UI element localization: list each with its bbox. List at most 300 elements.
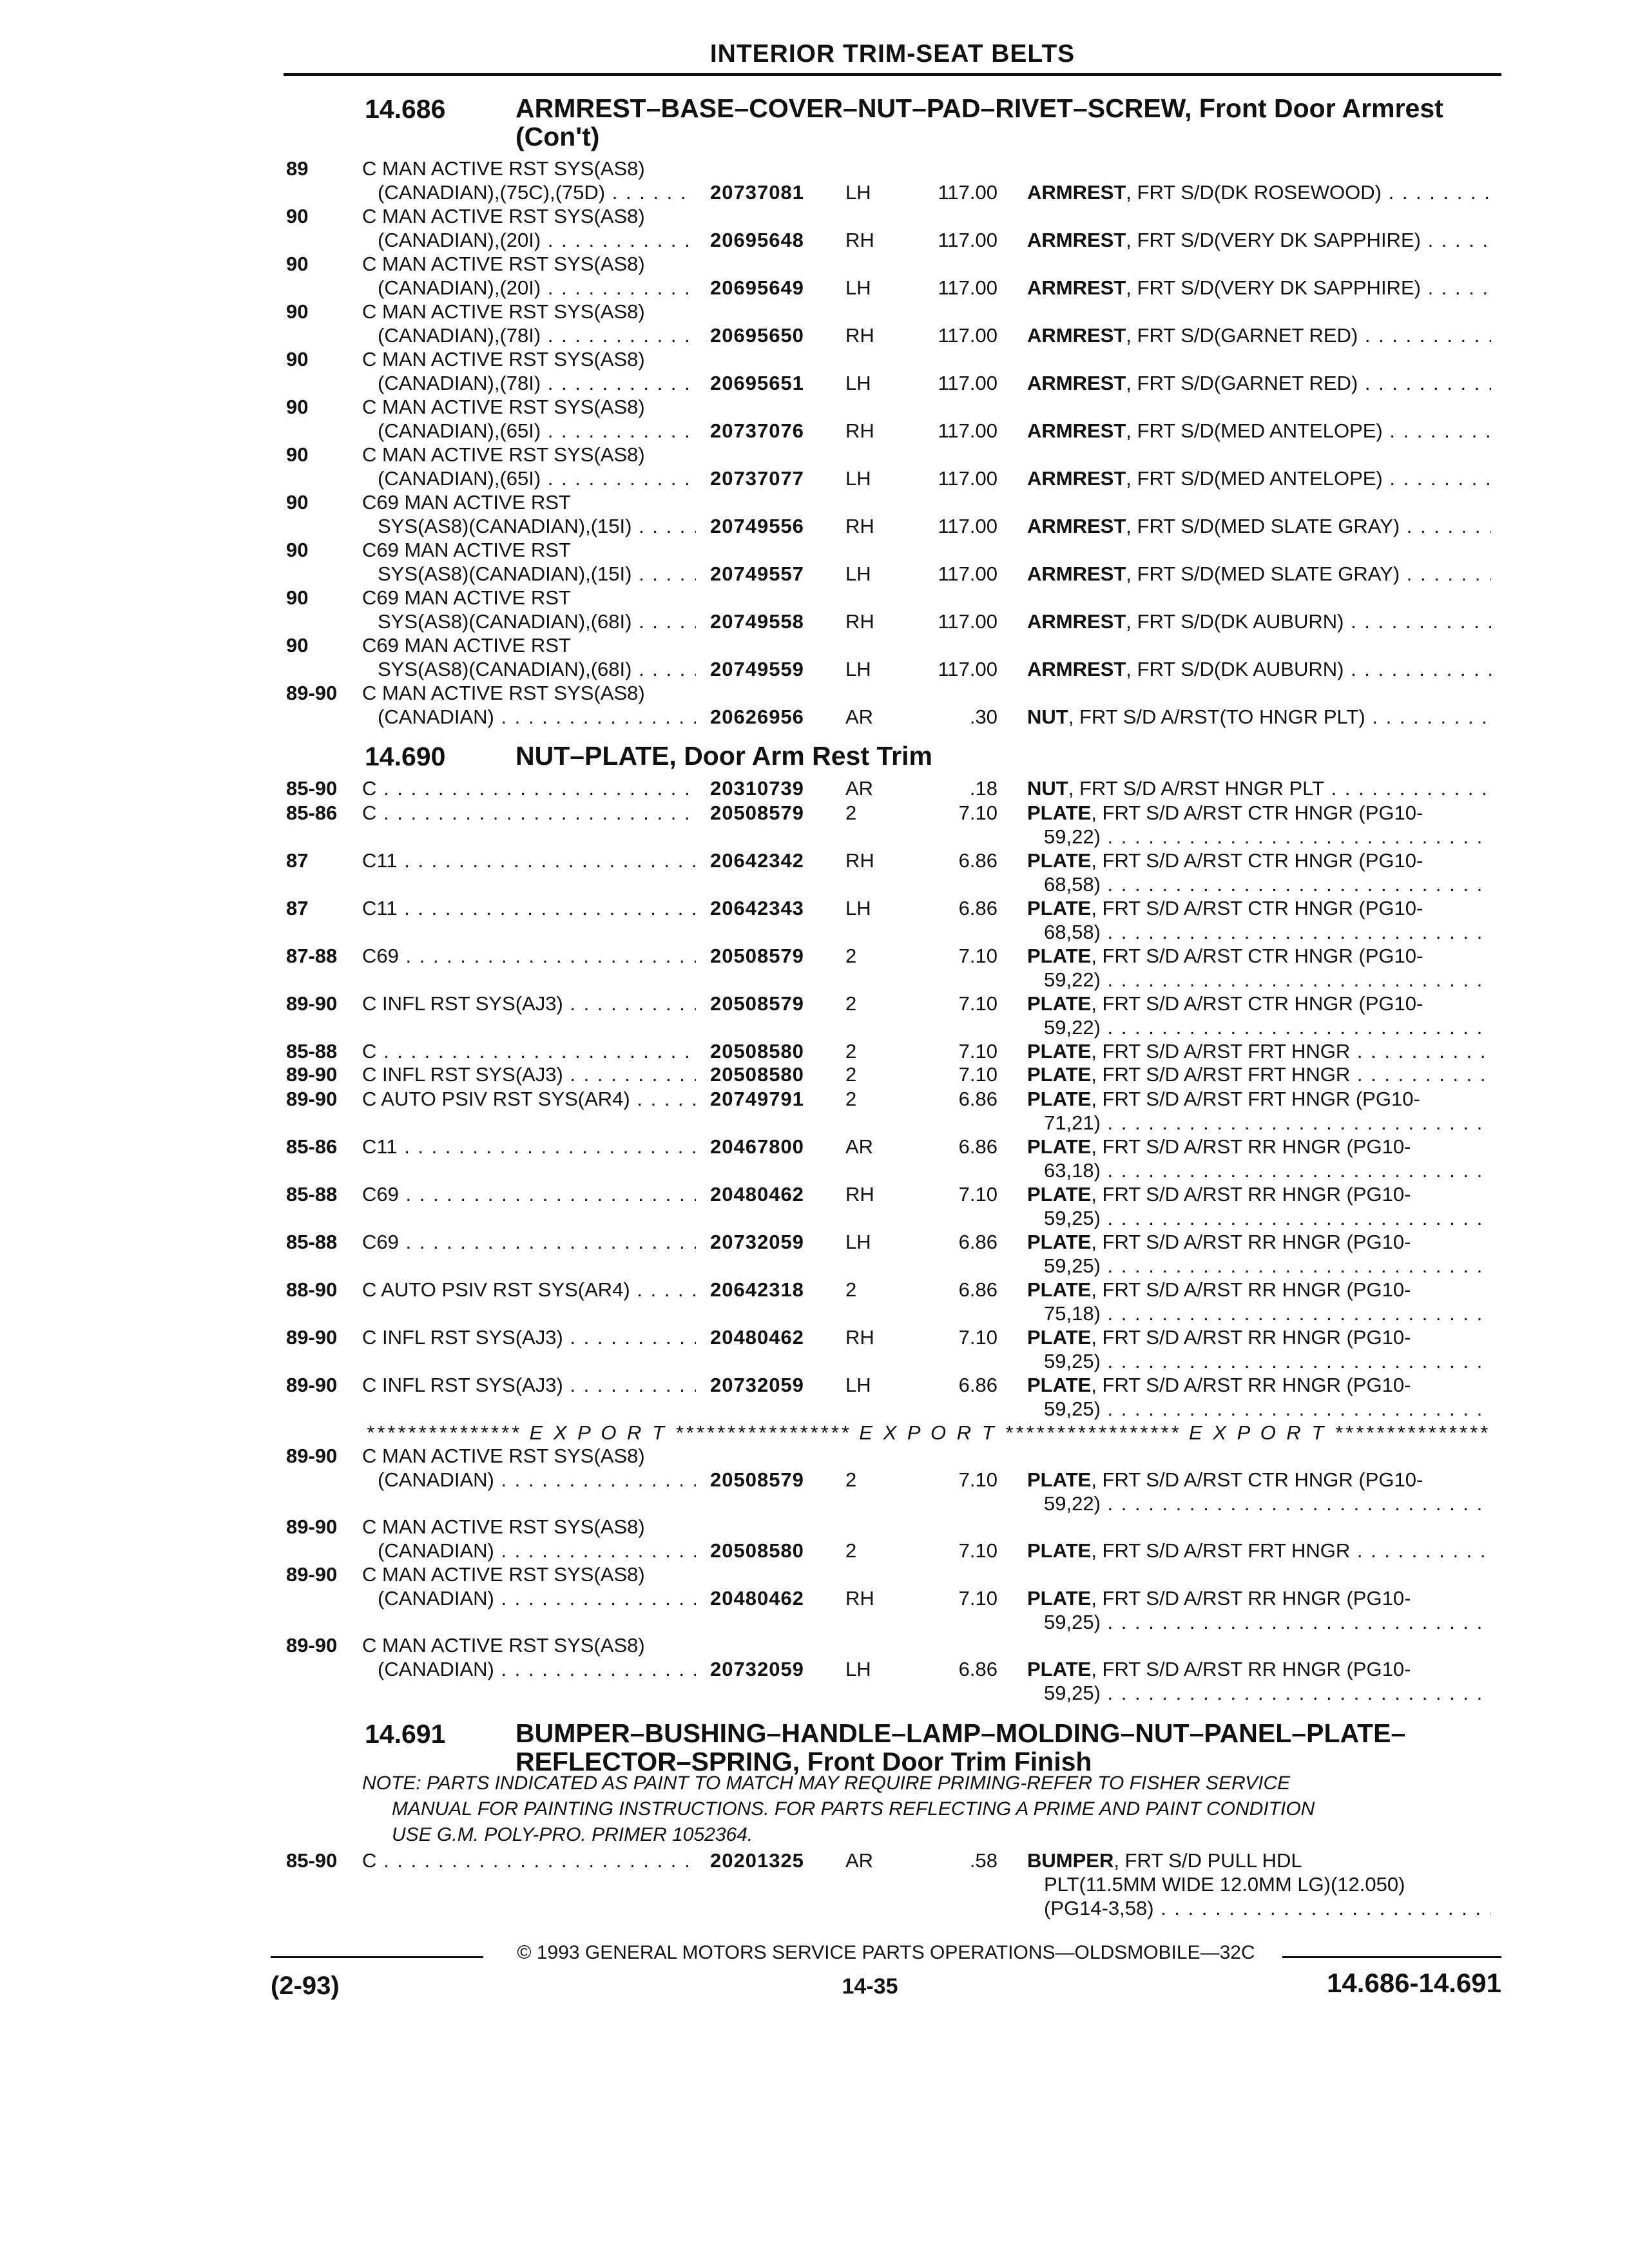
usage-description-cont: SYS(AS8)(CANADIAN),(68I) . . .	[378, 609, 696, 635]
side-or-quantity: LH	[845, 276, 871, 299]
usage-description: C . . .	[362, 1848, 696, 1874]
price: 7.10	[958, 1183, 998, 1206]
model-year: 85-88	[286, 1231, 338, 1253]
part-name	[1027, 1277, 1491, 1303]
part-name-noun: PLATE	[1027, 897, 1092, 919]
part-number: 20732059	[710, 1374, 804, 1396]
part-number: 20695650	[710, 324, 804, 347]
footer-rule	[271, 1956, 483, 1958]
part-name-noun: PLATE	[1027, 802, 1092, 824]
usage-description: C MAN ACTIVE RST SYS(AS8)	[362, 348, 645, 370]
model-year: 89	[286, 157, 309, 180]
part-name	[1027, 943, 1491, 969]
part-name	[1027, 1657, 1491, 1682]
footer-section-range: 14.686-14.691	[1327, 1968, 1501, 1998]
export-banner: *************** E X P O R T ***************** E X P O R T ***************** E X P O R T ***************	[366, 1421, 1490, 1444]
part-name-noun: PLATE	[1027, 1040, 1092, 1062]
part-name-cont: 59,22) . . .	[1044, 1015, 1491, 1041]
part-number: 20480462	[710, 1183, 804, 1206]
usage-description: C MAN ACTIVE RST SYS(AS8)	[362, 443, 645, 466]
part-name	[1027, 323, 1491, 349]
price: 117.00	[938, 181, 998, 204]
side-or-quantity: AR	[845, 777, 874, 800]
usage-description: C MAN ACTIVE RST SYS(AS8)	[362, 1634, 645, 1657]
price: 6.86	[958, 1231, 998, 1253]
usage-description: C69 . . .	[362, 1229, 696, 1255]
price: 7.10	[958, 1587, 998, 1610]
usage-description: C11 . . .	[362, 896, 696, 921]
part-name-detail: , FRT S/D(MED SLATE GRAY)	[1126, 562, 1400, 585]
part-name-detail: , FRT S/D A/RST RR HNGR (PG10-	[1091, 1374, 1411, 1396]
model-year: 85-88	[286, 1040, 338, 1062]
model-year: 90	[286, 491, 309, 514]
side-or-quantity: RH	[845, 610, 874, 633]
side-or-quantity: 2	[845, 1539, 857, 1562]
part-name-noun: ARMREST	[1027, 562, 1126, 585]
model-year: 89-90	[286, 1563, 338, 1586]
part-name-cont: 68,58) . . .	[1044, 872, 1491, 898]
price: 6.86	[958, 1374, 998, 1396]
part-name-noun: PLATE	[1027, 1183, 1092, 1206]
section-number: 14.686	[365, 94, 446, 124]
usage-description: C69 MAN ACTIVE RST	[362, 539, 571, 561]
usage-description: C MAN ACTIVE RST SYS(AS8)	[362, 682, 645, 704]
part-number: 20737081	[710, 181, 804, 204]
part-name	[1027, 1372, 1491, 1398]
part-name	[1027, 275, 1491, 301]
part-number: 20310739	[710, 777, 804, 800]
part-number: 20626956	[710, 706, 804, 728]
page-header-title: INTERIOR TRIM-SEAT BELTS	[709, 40, 1075, 68]
part-number: 20749559	[710, 658, 804, 680]
part-name-detail: , FRT S/D A/RST FRT HNGR	[1091, 1539, 1351, 1562]
part-name-detail: , FRT S/D A/RST FRT HNGR	[1091, 1063, 1351, 1086]
model-year: 90	[286, 396, 309, 418]
usage-description: C69 MAN ACTIVE RST	[362, 634, 571, 657]
side-or-quantity: LH	[845, 1658, 871, 1680]
part-name-detail: , FRT S/D A/RST RR HNGR (PG10-	[1091, 1658, 1411, 1680]
part-name-noun: PLATE	[1027, 1063, 1092, 1086]
part-name	[1027, 848, 1491, 874]
price: 117.00	[938, 276, 998, 299]
model-year: 89-90	[286, 1326, 338, 1349]
part-name	[1027, 776, 1491, 802]
part-name-cont: 59,25) . . .	[1044, 1680, 1491, 1706]
usage-description: C MAN ACTIVE RST SYS(AS8)	[362, 1515, 645, 1538]
usage-description-cont: (CANADIAN) . . .	[378, 1467, 696, 1493]
model-year: 85-88	[286, 1183, 338, 1206]
price: 6.86	[958, 1278, 998, 1301]
price: 117.00	[938, 562, 998, 585]
part-number: 20642318	[710, 1278, 804, 1301]
part-name-detail: , FRT S/D A/RST CTR HNGR (PG10-	[1091, 849, 1423, 872]
part-name-detail: , FRT S/D(MED ANTELOPE)	[1126, 419, 1383, 442]
part-number: 20695649	[710, 276, 804, 299]
model-year: 85-86	[286, 1135, 338, 1158]
part-name	[1027, 609, 1491, 635]
usage-description: C MAN ACTIVE RST SYS(AS8)	[362, 396, 645, 418]
usage-description: C69 MAN ACTIVE RST	[362, 491, 571, 514]
part-name-noun: PLATE	[1027, 1587, 1092, 1610]
footer-copyright: © 1993 GENERAL MOTORS SERVICE PARTS OPERATIONS—OLDSMOBILE—32C	[517, 1942, 1255, 1963]
part-name	[1027, 1062, 1491, 1088]
part-number: 20201325	[710, 1849, 804, 1872]
usage-description-cont: SYS(AS8)(CANADIAN),(15I) . . .	[378, 514, 696, 539]
footer-page-number: 14-35	[842, 1974, 898, 1999]
price: .30	[969, 706, 998, 728]
model-year: 87	[286, 897, 309, 919]
part-name	[1027, 800, 1491, 826]
model-year: 89-90	[286, 1088, 338, 1110]
usage-description-cont: (CANADIAN),(65I) . . .	[378, 466, 696, 492]
price: 7.10	[958, 1040, 998, 1062]
side-or-quantity: LH	[845, 1374, 871, 1396]
part-name	[1027, 514, 1491, 539]
part-name-noun: PLATE	[1027, 1539, 1092, 1562]
part-number: 20732059	[710, 1231, 804, 1253]
price: 6.86	[958, 1658, 998, 1680]
part-name-detail: , FRT S/D(GARNET RED)	[1126, 372, 1358, 394]
usage-description-cont: (CANADIAN),(20I) . . .	[378, 227, 696, 253]
usage-description: C . . .	[362, 800, 696, 826]
header-rule	[284, 73, 1501, 76]
part-name-noun: ARMREST	[1027, 515, 1126, 537]
part-name-detail: , FRT S/D A/RST FRT HNGR	[1091, 1040, 1351, 1062]
usage-description-cont: (CANADIAN) . . .	[378, 1538, 696, 1564]
part-name	[1027, 370, 1491, 396]
part-name-cont: 59,25) . . .	[1044, 1206, 1491, 1231]
part-name-detail: , FRT S/D(VERY DK SAPPHIRE)	[1126, 229, 1421, 251]
part-number: 20732059	[710, 1658, 804, 1680]
usage-description: C MAN ACTIVE RST SYS(AS8)	[362, 157, 645, 180]
part-name-detail: , FRT S/D A/RST CTR HNGR (PG10-	[1091, 802, 1423, 824]
side-or-quantity: LH	[845, 562, 871, 585]
part-number: 20642343	[710, 897, 804, 919]
note-line: NOTE: PARTS INDICATED AS PAINT TO MATCH MAY REQUIRE PRIMING-REFER TO FISHER SERVICE	[362, 1773, 1291, 1794]
part-number: 20467800	[710, 1135, 804, 1158]
section-number: 14.690	[365, 742, 446, 771]
note-line: USE G.M. POLY-PRO. PRIMER 1052364.	[392, 1824, 753, 1845]
side-or-quantity: RH	[845, 1183, 874, 1206]
price: 117.00	[938, 229, 998, 251]
side-or-quantity: 2	[845, 1468, 857, 1491]
part-name	[1027, 1325, 1491, 1350]
side-or-quantity: 2	[845, 1040, 857, 1062]
model-year: 90	[286, 443, 309, 466]
part-number: 20737077	[710, 467, 804, 490]
usage-description-cont: (CANADIAN),(78I) . . .	[378, 370, 696, 396]
model-year: 89-90	[286, 1374, 338, 1396]
part-number: 20642342	[710, 849, 804, 872]
model-year: 89-90	[286, 1515, 338, 1538]
part-name-noun: ARMREST	[1027, 467, 1126, 490]
part-number: 20508579	[710, 802, 804, 824]
part-name-cont: 59,25) . . .	[1044, 1610, 1491, 1635]
side-or-quantity: RH	[845, 1326, 874, 1349]
section-title: ARMREST–BASE–COVER–NUT–PAD–RIVET–SCREW, Front Door Armrest (Con't)	[516, 93, 1443, 151]
part-name-cont: 59,25) . . .	[1044, 1396, 1491, 1422]
usage-description: C AUTO PSIV RST SYS(AR4) . . .	[362, 1086, 696, 1112]
usage-description: C69 . . .	[362, 1182, 696, 1207]
side-or-quantity: RH	[845, 515, 874, 537]
usage-description-cont: (CANADIAN) . . .	[378, 704, 696, 730]
part-name-noun: ARMREST	[1027, 372, 1126, 394]
footer-rule	[1282, 1956, 1501, 1958]
part-name	[1027, 1134, 1491, 1160]
part-name-detail: , FRT S/D(DK AUBURN)	[1126, 658, 1344, 680]
model-year: 89-90	[286, 1634, 338, 1657]
model-year: 89-90	[286, 992, 338, 1015]
note-line: MANUAL FOR PAINTING INSTRUCTIONS. FOR PARTS REFLECTING A PRIME AND PAINT CONDITION	[392, 1798, 1315, 1820]
part-name	[1027, 1229, 1491, 1255]
part-name-detail: , FRT S/D A/RST CTR HNGR (PG10-	[1091, 1468, 1423, 1491]
model-year: 90	[286, 539, 309, 561]
paint-note	[362, 1771, 1496, 1848]
part-name-noun: PLATE	[1027, 1326, 1092, 1349]
model-year: 89-90	[286, 1063, 338, 1086]
usage-description: C11 . . .	[362, 1134, 696, 1160]
model-year: 88-90	[286, 1278, 338, 1301]
side-or-quantity: RH	[845, 419, 874, 442]
price: 117.00	[938, 658, 998, 680]
model-year: 90	[286, 586, 309, 609]
part-name-detail: , FRT S/D A/RST RR HNGR (PG10-	[1091, 1231, 1411, 1253]
usage-description: C MAN ACTIVE RST SYS(AS8)	[362, 253, 645, 275]
section-number: 14.691	[365, 1719, 446, 1749]
part-name-noun: PLATE	[1027, 1468, 1092, 1491]
part-name-noun: ARMREST	[1027, 610, 1126, 633]
part-name-cont: 59,22) . . .	[1044, 824, 1491, 850]
usage-description: C INFL RST SYS(AJ3) . . .	[362, 1062, 696, 1088]
part-name-noun: PLATE	[1027, 1658, 1092, 1680]
part-number: 20508580	[710, 1539, 804, 1562]
part-name-detail: , FRT S/D A/RST RR HNGR (PG10-	[1091, 1183, 1411, 1206]
price: 7.10	[958, 1326, 998, 1349]
price: 7.10	[958, 802, 998, 824]
side-or-quantity: AR	[845, 1135, 874, 1158]
part-name	[1027, 466, 1491, 492]
price: 7.10	[958, 1468, 998, 1491]
part-name-noun: PLATE	[1027, 992, 1092, 1015]
part-name-detail: , FRT S/D(GARNET RED)	[1126, 324, 1358, 347]
part-number: 20508580	[710, 1040, 804, 1062]
part-name-detail: , FRT S/D(DK AUBURN)	[1126, 610, 1344, 633]
side-or-quantity: AR	[845, 1849, 874, 1872]
part-name-detail: , FRT S/D A/RST RR HNGR (PG10-	[1091, 1278, 1411, 1301]
price: 6.86	[958, 897, 998, 919]
part-number: 20749557	[710, 562, 804, 585]
part-number: 20749556	[710, 515, 804, 537]
price: 117.00	[938, 467, 998, 490]
model-year: 85-90	[286, 777, 338, 800]
part-number: 20508579	[710, 1468, 804, 1491]
part-name	[1027, 657, 1491, 682]
part-name	[1027, 1039, 1491, 1064]
usage-description: C MAN ACTIVE RST SYS(AS8)	[362, 205, 645, 227]
usage-description: C MAN ACTIVE RST SYS(AS8)	[362, 1563, 645, 1586]
part-number: 20749791	[710, 1088, 804, 1110]
part-name-noun: PLATE	[1027, 849, 1092, 872]
price: 7.10	[958, 992, 998, 1015]
part-name-noun: ARMREST	[1027, 419, 1126, 442]
part-name-detail: , FRT S/D A/RST RR HNGR (PG10-	[1091, 1587, 1411, 1610]
price: 6.86	[958, 849, 998, 872]
usage-description: C INFL RST SYS(AJ3) . . .	[362, 1325, 696, 1350]
part-name-noun: ARMREST	[1027, 658, 1126, 680]
part-name-noun: PLATE	[1027, 1088, 1092, 1110]
usage-description-cont: (CANADIAN),(78I) . . .	[378, 323, 696, 349]
price: 117.00	[938, 419, 998, 442]
model-year: 85-90	[286, 1849, 338, 1872]
usage-description-cont: (CANADIAN) . . .	[378, 1586, 696, 1611]
usage-description: C11 . . .	[362, 848, 696, 874]
part-name-cont: 59,25) . . .	[1044, 1349, 1491, 1374]
part-name	[1027, 704, 1491, 730]
part-number: 20749558	[710, 610, 804, 633]
price: 7.10	[958, 945, 998, 967]
model-year: 90	[286, 348, 309, 370]
part-name	[1027, 1086, 1491, 1112]
part-name	[1027, 418, 1491, 444]
model-year: 90	[286, 205, 309, 227]
part-name-detail: , FRT S/D A/RST FRT HNGR (PG10-	[1091, 1088, 1420, 1110]
part-name-noun: PLATE	[1027, 945, 1092, 967]
usage-description: C69 . . .	[362, 943, 696, 969]
part-name	[1027, 561, 1491, 587]
side-or-quantity: AR	[845, 706, 874, 728]
usage-description: C INFL RST SYS(AJ3) . . .	[362, 991, 696, 1017]
part-name-noun: NUT	[1027, 777, 1068, 800]
model-year: 89-90	[286, 1445, 338, 1467]
side-or-quantity: 2	[845, 1063, 857, 1086]
price: 7.10	[958, 1539, 998, 1562]
side-or-quantity: LH	[845, 467, 871, 490]
part-name-cont: 68,58) . . .	[1044, 919, 1491, 945]
part-number: 20695648	[710, 229, 804, 251]
usage-description: C69 MAN ACTIVE RST	[362, 586, 571, 609]
part-name-cont: 59,25) . . .	[1044, 1253, 1491, 1279]
usage-description-cont: SYS(AS8)(CANADIAN),(68I) . . .	[378, 657, 696, 682]
side-or-quantity: LH	[845, 658, 871, 680]
section-title: NUT–PLATE, Door Arm Rest Trim	[516, 741, 932, 771]
usage-description: C AUTO PSIV RST SYS(AR4) . . .	[362, 1277, 696, 1303]
side-or-quantity: 2	[845, 945, 857, 967]
side-or-quantity: RH	[845, 229, 874, 251]
part-name-detail: , FRT S/D A/RST CTR HNGR (PG10-	[1091, 897, 1423, 919]
part-number: 20480462	[710, 1587, 804, 1610]
part-name-cont: 75,18) . . .	[1044, 1301, 1491, 1327]
part-name-cont: 59,22) . . .	[1044, 967, 1491, 993]
side-or-quantity: RH	[845, 1587, 874, 1610]
usage-description: C MAN ACTIVE RST SYS(AS8)	[362, 1445, 645, 1467]
section-title: BUMPER–BUSHING–HANDLE–LAMP–MOLDING–NUT–PANEL–PLATE–REFLECTOR–SPRING, Front Door Trim Finish	[516, 1718, 1406, 1776]
part-name	[1027, 1848, 1491, 1874]
part-name-detail: , FRT S/D(VERY DK SAPPHIRE)	[1126, 276, 1421, 299]
model-year: 90	[286, 300, 309, 323]
part-number: 20480462	[710, 1326, 804, 1349]
side-or-quantity: LH	[845, 181, 871, 204]
part-name	[1027, 1586, 1491, 1611]
part-name-detail: , FRT S/D PULL HDL	[1113, 1849, 1302, 1872]
part-number: 20508580	[710, 1063, 804, 1086]
price: 117.00	[938, 372, 998, 394]
side-or-quantity: LH	[845, 1231, 871, 1253]
price: 7.10	[958, 1063, 998, 1086]
usage-description: C . . .	[362, 1039, 696, 1064]
footer-date: (2-93)	[271, 1972, 340, 2000]
part-name-noun: NUT	[1027, 706, 1068, 728]
model-year: 90	[286, 634, 309, 657]
part-name	[1027, 991, 1491, 1017]
price: 117.00	[938, 515, 998, 537]
usage-description-cont: (CANADIAN),(65I) . . .	[378, 418, 696, 444]
model-year: 90	[286, 253, 309, 275]
usage-description: C MAN ACTIVE RST SYS(AS8)	[362, 300, 645, 323]
part-name-noun: ARMREST	[1027, 324, 1126, 347]
side-or-quantity: 2	[845, 1278, 857, 1301]
part-name-cont: 71,21) . . .	[1044, 1110, 1491, 1136]
part-name-noun: PLATE	[1027, 1231, 1092, 1253]
part-name-detail: , FRT S/D A/RST HNGR PLT	[1068, 777, 1325, 800]
part-number: 20737076	[710, 419, 804, 442]
part-name-detail: , FRT S/D A/RST CTR HNGR (PG10-	[1091, 945, 1423, 967]
part-name	[1027, 227, 1491, 253]
part-name-noun: PLATE	[1027, 1278, 1092, 1301]
usage-description-cont: (CANADIAN),(75C),(75D) . . .	[378, 180, 696, 206]
usage-description-cont: (CANADIAN),(20I) . . .	[378, 275, 696, 301]
part-name	[1027, 180, 1491, 206]
part-name	[1027, 1467, 1491, 1493]
usage-description-cont: (CANADIAN) . . .	[378, 1657, 696, 1682]
part-name-noun: BUMPER	[1027, 1849, 1114, 1872]
part-name	[1027, 896, 1491, 921]
part-name-detail: , FRT S/D A/RST CTR HNGR (PG10-	[1091, 992, 1423, 1015]
part-name-detail: , FRT S/D A/RST RR HNGR (PG10-	[1091, 1326, 1411, 1349]
part-name	[1027, 1182, 1491, 1207]
part-name-noun: ARMREST	[1027, 276, 1126, 299]
part-name-detail: , FRT S/D A/RST RR HNGR (PG10-	[1091, 1135, 1411, 1158]
model-year: 87	[286, 849, 309, 872]
side-or-quantity: RH	[845, 849, 874, 872]
side-or-quantity: 2	[845, 802, 857, 824]
usage-description: C INFL RST SYS(AJ3) . . .	[362, 1372, 696, 1398]
part-number: 20695651	[710, 372, 804, 394]
side-or-quantity: 2	[845, 992, 857, 1015]
part-number: 20508579	[710, 945, 804, 967]
part-name-cont: PLT(11.5MM WIDE 12.0MM LG)(12.050)	[1044, 1873, 1405, 1896]
price: .58	[969, 1849, 998, 1872]
price: 117.00	[938, 324, 998, 347]
model-year: 87-88	[286, 945, 338, 967]
model-year: 89-90	[286, 682, 338, 704]
price: .18	[969, 777, 998, 800]
model-year: 85-86	[286, 802, 338, 824]
side-or-quantity: 2	[845, 1088, 857, 1110]
part-name-detail: , FRT S/D(DK ROSEWOOD)	[1126, 181, 1382, 204]
side-or-quantity: RH	[845, 324, 874, 347]
side-or-quantity: LH	[845, 897, 871, 919]
part-name-cont: 59,22) . . .	[1044, 1491, 1491, 1517]
part-name-noun: PLATE	[1027, 1374, 1092, 1396]
part-name-cont: (PG14-3,58) . . .	[1044, 1896, 1491, 1921]
price: 6.86	[958, 1135, 998, 1158]
part-name-detail: , FRT S/D(MED SLATE GRAY)	[1126, 515, 1400, 537]
part-name	[1027, 1538, 1491, 1564]
price: 6.86	[958, 1088, 998, 1110]
part-name-noun: PLATE	[1027, 1135, 1092, 1158]
part-number: 20508579	[710, 992, 804, 1015]
part-name-noun: ARMREST	[1027, 229, 1126, 251]
